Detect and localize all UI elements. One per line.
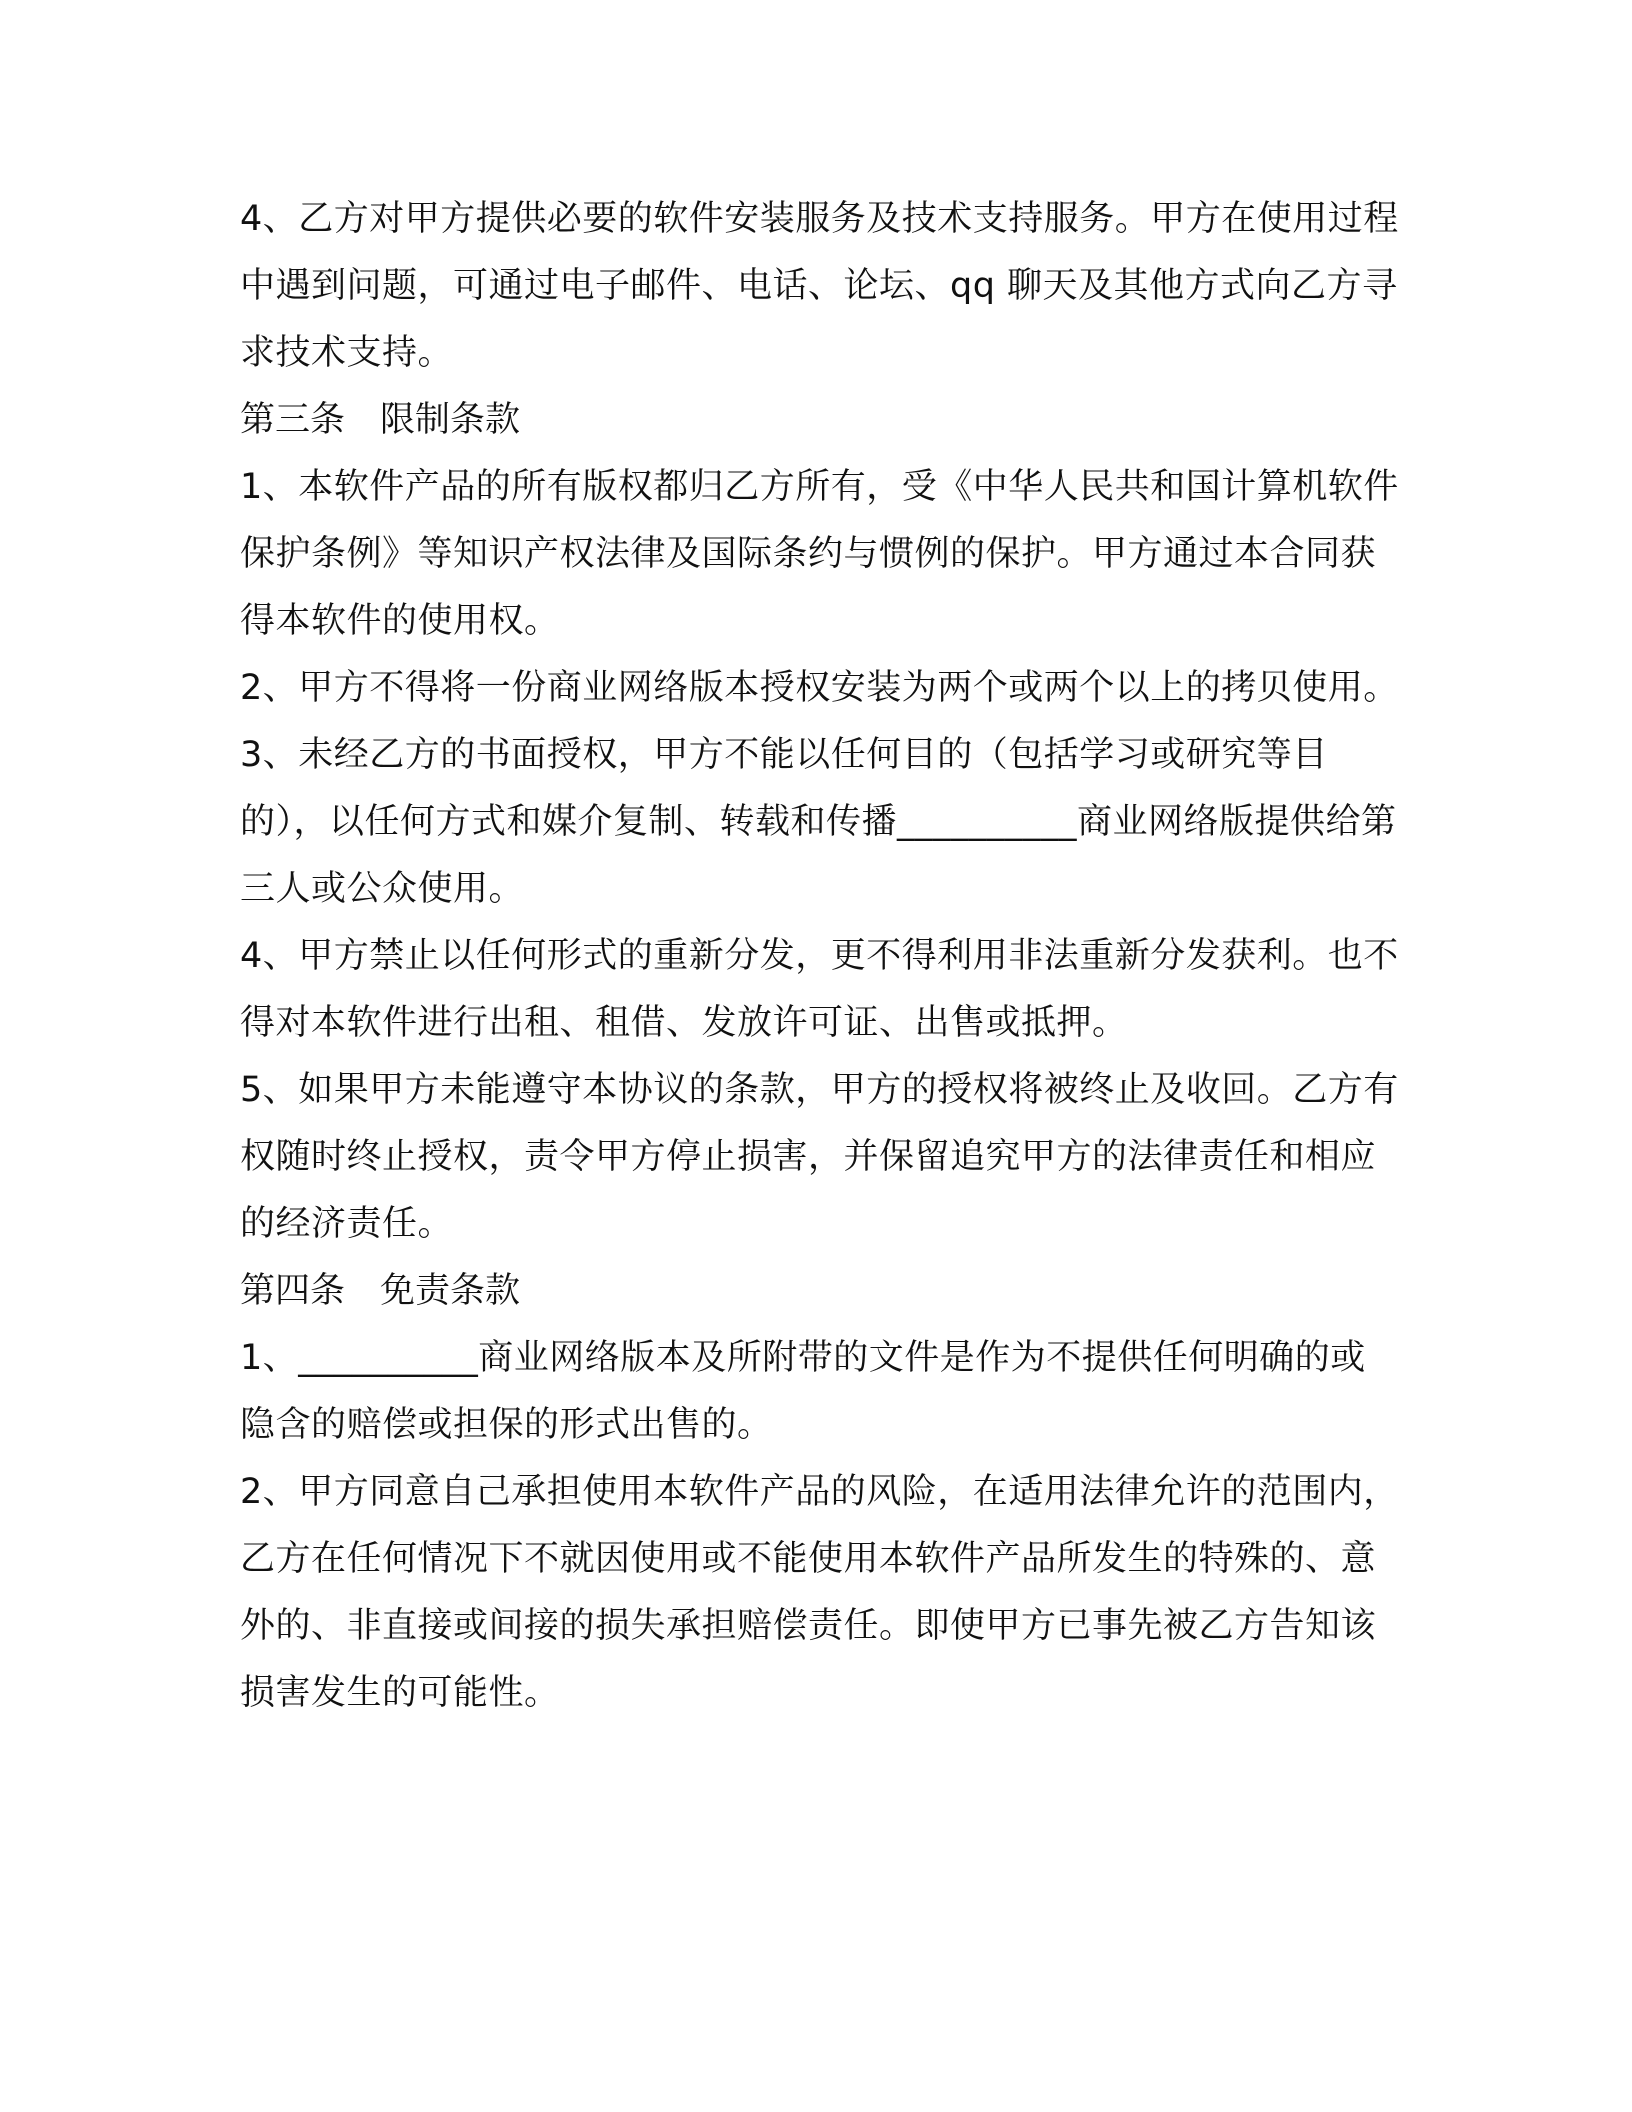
- clause-3-item-5: 5、如果甲方未能遵守本协议的条款，甲方的授权将被终止及收回。乙方有权随时终止授权，责令甲方停止损害，并保留追究甲方的法律责任和相应的经济责任。: [240, 1070, 1399, 1244]
- clause-2-item-4: 4、乙方对甲方提供必要的软件安装服务及技术支持服务。甲方在使用过程中遇到问题，可通过电子邮件、电话、论坛、qq 聊天及其他方式向乙方寻求技术支持。: [240, 199, 1399, 373]
- clause-3-item-2: 2、甲方不得将一份商业网络版本授权安装为两个或两个以上的拷贝使用。: [240, 668, 1399, 708]
- clause-3-item-1: 1、本软件产品的所有版权都归乙方所有，受《中华人民共和国计算机软件保护条例》等知识产权法律及国际条约与惯例的保护。甲方通过本合同获得本软件的使用权。: [240, 467, 1399, 641]
- clause-4-item-2: 2、甲方同意自己承担使用本软件产品的风险，在适用法律允许的范围内，乙方在任何情况下不就因使用或不能使用本软件产品所发生的特殊的、意外的、非直接或间接的损失承担赔偿责任。即使甲方已事先被乙方告知该损害发生的可能性。: [240, 1472, 1399, 1713]
- document-page: [240, 186, 1400, 1727]
- clause-3-item-4: 4、甲方禁止以任何形式的重新分发，更不得利用非法重新分发获利。也不得对本软件进行出租、租借、发放许可证、出售或抵押。: [240, 936, 1399, 1043]
- article-3-heading: 第三条 限制条款: [240, 400, 521, 440]
- clause-3-item-3: 3、未经乙方的书面授权，甲方不能以任何目的（包括学习或研究等目的），以任何方式和媒介复制、转载和传播__________商业网络版提供给第三人或公众使用。: [240, 735, 1397, 909]
- clause-4-item-1: 1、__________商业网络版本及所附带的文件是作为不提供任何明确的或隐含的赔偿或担保的形式出售的。: [240, 1338, 1366, 1445]
- article-4-heading: 第四条 免责条款: [240, 1271, 521, 1311]
